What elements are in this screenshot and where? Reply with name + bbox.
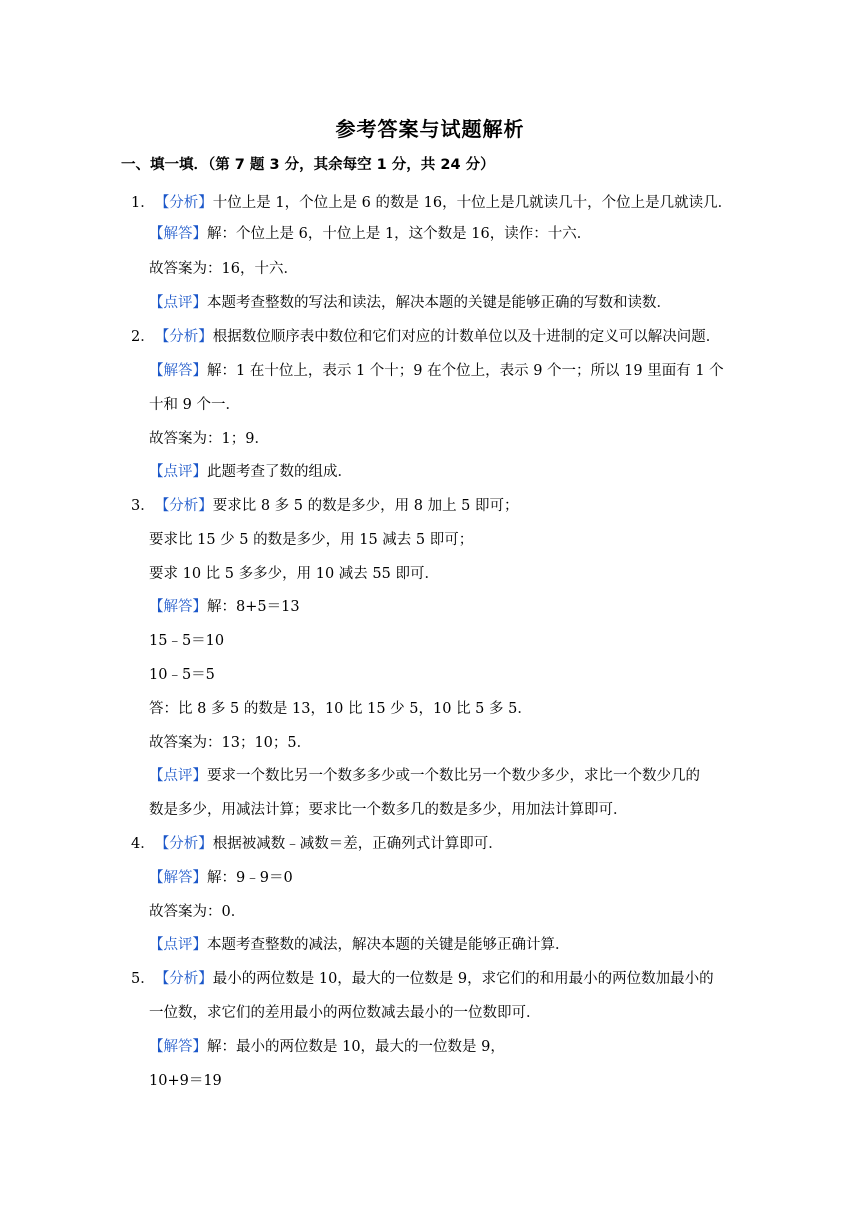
analysis-tag: 【分析】 xyxy=(154,971,213,987)
q3-comment: 要求一个数比另一个数多多少或一个数比另一个数少多少，求比一个数少几的 xyxy=(207,768,700,784)
q4-comment: 本题考查整数的减法，解决本题的关键是能够正确计算． xyxy=(207,937,570,953)
question-number: 1． xyxy=(131,195,155,211)
comment-tag: 【点评】 xyxy=(149,295,207,311)
comment-tag: 【点评】 xyxy=(149,768,207,784)
q3-calc-2: 15﹣5＝10 xyxy=(149,633,225,649)
q1-answer: 故答案为：16，十六． xyxy=(149,261,298,277)
q2-comment: 此题考查了数的组成． xyxy=(207,464,352,480)
q2-solution: 解：1 在十位上，表示 1 个十；9 在个位上，表示 9 个一；所以 19 里面有 1 个 xyxy=(207,363,724,379)
page-title: 参考答案与试题解析 xyxy=(335,117,525,141)
question-number: 5． xyxy=(131,971,155,987)
solution-tag: 【解答】 xyxy=(149,1039,207,1055)
question-number: 4． xyxy=(131,836,155,852)
q3-analysis-line xyxy=(131,496,519,516)
solution-tag: 【解答】 xyxy=(149,870,207,886)
q1-comment-line xyxy=(149,293,671,313)
analysis-tag: 【分析】 xyxy=(154,329,213,345)
q1-analysis-line xyxy=(131,193,732,213)
q5-calc: 10+9＝19 xyxy=(149,1073,222,1089)
q3-analysis: 要求比 8 多 5 的数是多少，用 8 加上 5 即可； xyxy=(212,498,519,514)
q5-solution-line xyxy=(149,1037,505,1057)
q5-solution: 解：最小的两位数是 10，最大的一位数是 9， xyxy=(207,1039,505,1055)
section-heading: 一、填一填．（第 7 题 3 分，其余每空 1 分，共 24 分） xyxy=(121,157,495,173)
q1-solution: 解：个位上是 6，十位上是 1，这个数是 16，读作：十六． xyxy=(207,226,592,242)
q3-solution: 解：8+5＝13 xyxy=(207,599,300,615)
solution-tag: 【解答】 xyxy=(149,599,207,615)
question-number: 3． xyxy=(131,498,155,514)
q3-analysis-2: 要求比 15 少 5 的数是多少，用 15 减去 5 即可； xyxy=(149,532,474,548)
question-number: 2． xyxy=(131,329,155,345)
q3-reply: 答：比 8 多 5 的数是 13，10 比 15 少 5，10 比 5 多 5． xyxy=(149,701,532,717)
comment-tag: 【点评】 xyxy=(149,937,207,953)
q4-analysis: 根据被减数﹣减数＝差，正确列式计算即可． xyxy=(212,836,503,852)
q3-comment-line xyxy=(149,766,700,786)
q3-analysis-3: 要求 10 比 5 多多少，用 10 减去 55 即可． xyxy=(149,566,439,582)
q5-analysis: 最小的两位数是 10，最大的一位数是 9，求它们的和用最小的两位数加最小的 xyxy=(212,971,714,987)
q1-analysis: 十位上是 1，个位上是 6 的数是 16，十位上是几就读几十，个位上是几就读几． xyxy=(212,195,733,211)
q1-comment: 本题考查整数的写法和读法，解决本题的关键是能够正确的写数和读数． xyxy=(207,295,671,311)
comment-tag: 【点评】 xyxy=(149,464,207,480)
q3-calc-3: 10﹣5＝5 xyxy=(149,667,215,683)
q2-analysis-line xyxy=(131,327,720,347)
analysis-tag: 【分析】 xyxy=(154,836,213,852)
q2-analysis: 根据数位顺序表中数位和它们对应的计数单位以及十进制的定义可以解决问题． xyxy=(212,329,721,345)
q2-answer: 故答案为：1；9． xyxy=(149,431,269,447)
solution-tag: 【解答】 xyxy=(149,363,207,379)
q5-analysis-cont: 一位数，求它们的差用最小的两位数减去最小的一位数即可． xyxy=(149,1005,541,1021)
q4-solution: 解：9﹣9＝0 xyxy=(207,870,293,886)
solution-tag: 【解答】 xyxy=(149,226,207,242)
q2-comment-line xyxy=(149,462,352,482)
q2-solution-line xyxy=(149,361,724,381)
q4-analysis-line xyxy=(131,834,503,854)
analysis-tag: 【分析】 xyxy=(154,498,213,514)
q4-solution-line xyxy=(149,868,293,888)
q4-answer: 故答案为：0． xyxy=(149,904,246,920)
q2-solution-cont: 十和 9 个一． xyxy=(149,397,240,413)
q1-solution-line xyxy=(149,224,591,244)
q4-comment-line xyxy=(149,935,570,955)
q3-comment-cont: 数是多少，用减法计算；要求比一个数多几的数是多少，用加法计算即可． xyxy=(149,802,628,818)
analysis-tag: 【分析】 xyxy=(154,195,213,211)
q5-analysis-line xyxy=(131,969,714,989)
q3-solution-line xyxy=(149,597,300,617)
q3-answer: 故答案为：13；10；5． xyxy=(149,735,312,751)
